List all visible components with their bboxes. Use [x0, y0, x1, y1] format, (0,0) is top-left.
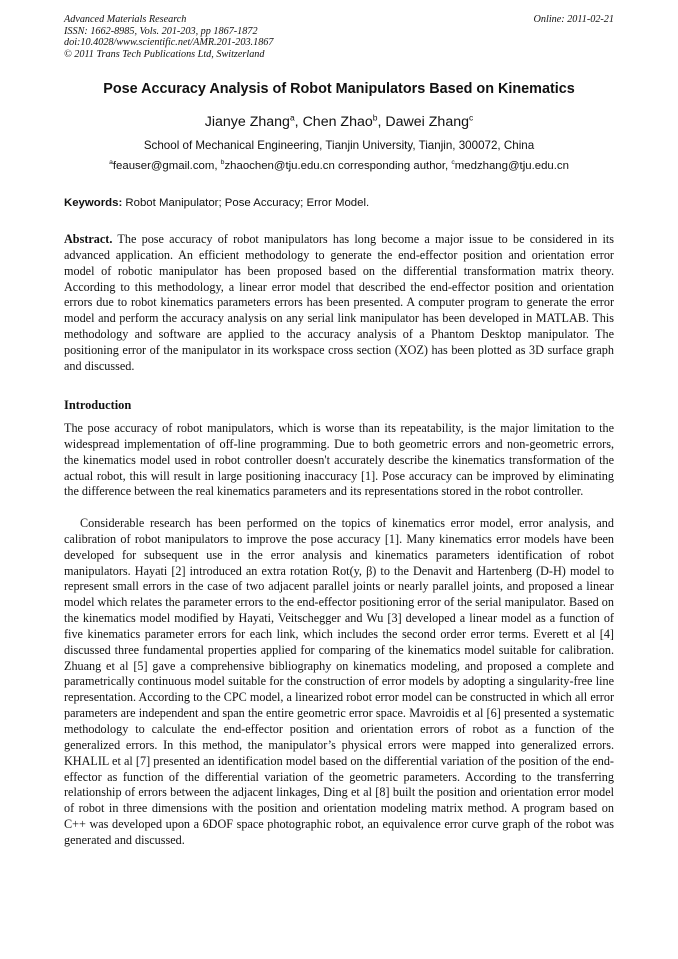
abstract-label: Abstract.: [64, 232, 113, 246]
paper-title: Pose Accuracy Analysis of Robot Manipulators Based on Kinematics: [103, 81, 575, 97]
author-name: Dawei Zhang: [385, 114, 469, 130]
affiliation: School of Mechanical Engineering, Tianjin University, Tianjin, 300072, China: [143, 139, 535, 152]
email-a[interactable]: feauser@gmail.com,: [112, 160, 221, 172]
author-affil-mark: b: [372, 112, 378, 123]
keywords-text: Robot Manipulator; Pose Accuracy; Error Model.: [122, 197, 370, 209]
keywords-label: Keywords:: [64, 197, 123, 209]
section-heading-introduction: Introduction: [64, 398, 132, 412]
email-mark: a: [109, 159, 113, 167]
author-emails: [40, 160, 638, 172]
email-b[interactable]: zhaochen@tju.edu.cn corresponding author,: [224, 160, 452, 172]
author-separator: ,: [294, 114, 303, 130]
author-list: [40, 114, 638, 130]
email-mark: b: [220, 159, 225, 167]
intro-paragraph-1: The pose accuracy of robot manipulators, which is worse than its repeatability, is the major limitation to the widespread implementation of off-line programming. Due to both geometric errors and non-geometric errors, the kinematics model used in robot controller doesn't accurately describe the kinematics transformation of the actual robot, this will result in large positioning inaccuracy [1]. Pose accuracy can be improved by eliminating the difference between the real kinematics parameters and its representations stored in the robot controller.: [64, 421, 614, 499]
journal-copyright: © 2011 Trans Tech Publications Ltd, Switzerland: [64, 48, 265, 60]
journal-issn: ISSN: 1662-8985, Vols. 201-203, pp 1867-1872: [64, 25, 258, 37]
keywords: [64, 197, 614, 209]
journal-name: Advanced Materials Research: [64, 14, 187, 25]
online-date: Online: 2011-02-21: [533, 14, 614, 25]
email-mark: c: [451, 159, 455, 167]
author-name: Chen Zhao: [302, 114, 373, 130]
journal-doi: doi:10.4028/www.scientific.net/AMR.201-203.1867: [64, 37, 274, 49]
email-c[interactable]: medzhang@tju.edu.cn: [454, 160, 569, 172]
author-name: Jianye Zhang: [204, 114, 290, 130]
intro-paragraph-2: Considerable research has been performed on the topics of kinematics error model, error analysis, and calibration of robot manipulators to improve the pose accuracy [1]. Many kinematics error models have been developed for subsequent use in the error analysis and kinematics parameters identification of robot manipulators. Hayati [2] introduced an extra rotation Rot(y, β) to the Denavit and Hartenberg (D-H) model to represent small errors in the case of two adjacent parallel joints or nearly parallel joints, and proposed a linear model which relates the parameter errors to the end-effector positioning error of the serial manipulator. Based on the kinematics model modified by Hayati, Veitschegger and Wu [3] developed a linear model as a function of five kinematics parameter errors for each link, which includes the second order error terms. Everett et al [4] discussed three fundamental properties applied for comparing of the kinematics model suitable for calibration. Zhuang et al [5] gave a comprehensive bibliography on kinematics modeling, and proposed a complete and parametrically continuous model suitable for the construction of error models by adopting a singularity-free line representation. According to the CPC model, a linearized robot error model can be constructed in which all error parameters are independent and span the entire geometric error space. Mavroidis et al [6] presented a systematic methodology to calculate the end-effector position and orientation errors of robot as a function of the generalized errors. In this method, the manipulator’s physical errors were mapped into generalized errors. KHALIL et al [7] presented an identification model based on the differential variation of the position of the end-effector as function of the differential variation of the geometric parameters. According to the transferring relationship of errors between the adjacent linkages, Ding et al [8] built the position and orientation error model of robot in three dimensions with the position and orientation modeling matrix method. A program based on C++ was developed upon a 6DOF space photographic robot, an equivalence error curve graph of the robot was generated and discussed.: [64, 516, 614, 847]
abstract-text: The pose accuracy of robot manipulators has long become a major issue to be considered in its advanced application. An efficient methodology to generate the end-effector position and orientation error model of robotic manipulator has been proposed based on the differential transformation matrix theory. According to this methodology, a linear error model that described the end-effector position and orientation errors due to robot kinematics parameters errors has been presented. A computer program to generate the error model and perform the accuracy analysis on any serial link manipulator has been developed in MATLAB. This methodology and software are applied to the accuracy analysis of a Phantom Desktop manipulator. The positioning error of the manipulator in its workspace cross section (XOZ) has been plotted as 3D surface graph and discussed.: [64, 232, 614, 373]
journal-header: [64, 14, 614, 60]
author-affil-mark: a: [289, 112, 295, 123]
author-affil-mark: c: [469, 112, 474, 123]
abstract: [64, 232, 614, 375]
author-separator: ,: [377, 114, 386, 130]
